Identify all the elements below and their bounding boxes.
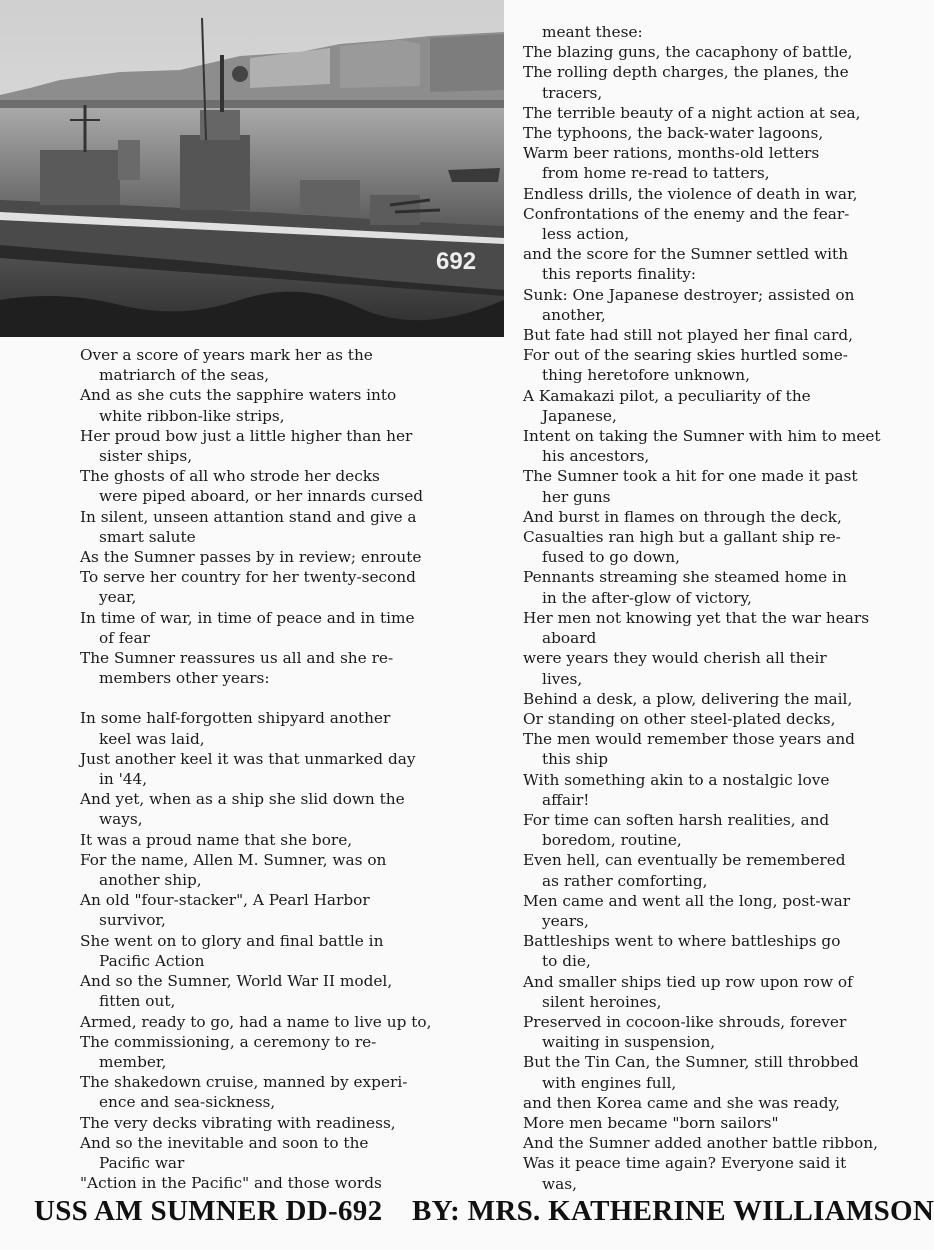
poem-line: The typhoons, the back-water lagoons,: [523, 124, 824, 143]
poem-line: and the score for the Sumner settled with: [523, 245, 849, 264]
poem-line: The men would remember those years and: [523, 730, 855, 749]
poem-line: But fate had still not played her final card,: [523, 326, 853, 345]
poem-line-continuation: silent heroines,: [542, 992, 662, 1011]
poem-line: And so the inevitable and soon to the: [80, 1133, 369, 1152]
poem-line-continuation: were piped aboard, or her innards cursed: [99, 487, 424, 506]
poem-line-continuation: was,: [542, 1174, 577, 1193]
poem-line: And so the Sumner, World War II model,: [80, 972, 393, 991]
poem-line: For out of the searing skies hurtled some-: [523, 346, 848, 365]
poem-line-continuation: in the after-glow of victory,: [542, 588, 752, 607]
poem-line-continuation: smart salute: [99, 527, 196, 546]
poem-line-continuation: this ship: [542, 750, 608, 769]
poem-line: The very decks vibrating with readiness,: [80, 1113, 396, 1132]
poem-line-continuation: aboard: [542, 629, 597, 648]
poem-line: In silent, unseen attantion stand and give a: [80, 507, 417, 526]
poem-line-continuation: ence and sea-sickness,: [99, 1093, 276, 1112]
poem-line: The commissioning, a ceremony to re-: [80, 1032, 377, 1051]
poem-line: And as she cuts the sapphire waters into: [80, 386, 397, 405]
poem-line: The ghosts of all who strode her decks: [80, 467, 380, 486]
poem-line-continuation: waiting in suspension,: [542, 1033, 716, 1052]
poem-line: And yet, when as a ship she slid down the: [80, 790, 405, 809]
poem-line-continuation: Japanese,: [542, 406, 617, 425]
poem-line: As the Sumner passes by in review; enroute: [80, 548, 422, 567]
poem-line-continuation: Pacific war: [99, 1153, 185, 1172]
poem-line-continuation: another,: [542, 305, 606, 324]
poem-line: Armed, ready to go, had a name to live up to,: [80, 1012, 432, 1031]
poem-line-continuation: Pacific Action: [99, 951, 205, 970]
poem-left-column: [80, 345, 465, 1193]
poem-line-continuation: with engines full,: [542, 1073, 677, 1092]
poem-line: Was it peace time again? Everyone said it: [523, 1154, 847, 1173]
poem-line: And the Sumner added another battle ribbon,: [523, 1134, 878, 1153]
poem-line: Just another keel it was that unmarked day: [80, 749, 416, 768]
poem-line-continuation: tracers,: [542, 83, 603, 102]
poem-line: Over a score of years mark her as the: [80, 346, 373, 364]
poem-line-continuation: another ship,: [99, 871, 202, 890]
poem-line: Men came and went all the long, post-war: [523, 891, 851, 910]
poem-line: The rolling depth charges, the planes, the: [523, 63, 849, 82]
poem-line: Her proud bow just a little higher than her: [80, 426, 413, 445]
poem-line-continuation: to die,: [542, 952, 591, 971]
poem-line-continuation: year,: [99, 588, 137, 607]
poem-line: Warm beer rations, months-old letters: [523, 144, 820, 163]
poem-line: Casualties ran high but a gallant ship re-: [523, 528, 841, 547]
poem-line: An old "four-stacker", A Pearl Harbor: [80, 891, 370, 910]
poem-line-continuation: affair!: [542, 790, 590, 809]
poem-line: For the name, Allen M. Sumner, was on: [80, 850, 387, 869]
poem-line-continuation: fused to go down,: [542, 548, 680, 567]
poem-line: More men became "born sailors": [523, 1113, 779, 1132]
poem-line: Her men not knowing yet that the war hears: [523, 608, 870, 627]
footer-title: USS AM SUMNER DD-692: [34, 1195, 383, 1227]
poem-line: The terrible beauty of a night action at sea,: [523, 103, 861, 122]
poem-line: Even hell, can eventually be remembered: [523, 851, 846, 870]
poem-line-continuation: of fear: [99, 628, 150, 647]
poem-line-continuation: members other years:: [99, 669, 270, 688]
poem-line-continuation: matriarch of the seas,: [99, 366, 270, 385]
poem-line: and then Korea came and she was ready,: [523, 1093, 840, 1112]
poem-line-continuation: her guns: [542, 487, 611, 506]
poem-line: were years they would cherish all their: [523, 649, 827, 668]
poem-line: She went on to glory and final battle in: [80, 931, 384, 950]
poem-line-continuation: boredom, routine,: [542, 831, 682, 850]
poem-line: In some half-forgotten shipyard another: [80, 709, 391, 728]
poem-line-continuation: keel was laid,: [99, 729, 205, 748]
poem-line: Confrontations of the enemy and the fear-: [523, 204, 850, 223]
poem-line-continuation: this reports finality:: [542, 265, 697, 284]
destroyer-ship-photo-icon: [0, 0, 504, 337]
poem-line-continuation: ways,: [99, 810, 143, 829]
poem-line: Sunk: One Japanese destroyer; assisted on: [523, 285, 855, 304]
poem-line-continuation: in '44,: [99, 770, 148, 789]
poem-line: But the Tin Can, the Sumner, still throbbed: [523, 1053, 859, 1072]
poem-line: A Kamakazi pilot, a peculiarity of the: [523, 386, 811, 405]
poem-line: Intent on taking the Sumner with him to meet: [523, 427, 881, 446]
poem-line: In time of war, in time of peace and in time: [80, 608, 415, 627]
poem-line: Battleships went to where battleships go: [523, 932, 841, 951]
poem-line: To serve her country for her twenty-second: [80, 568, 416, 587]
poem-right-column: [523, 22, 908, 1194]
hull-number: 692: [436, 248, 477, 275]
poem-line: And burst in flames on through the deck,: [523, 507, 842, 526]
poem-line-continuation: his ancestors,: [542, 447, 650, 466]
poem-line: "Action in the Pacific" and those words: [80, 1174, 382, 1193]
poem-line-continuation: less action,: [542, 225, 630, 244]
footer-byline: BY: MRS. KATHERINE WILLIAMSON: [411, 1195, 934, 1227]
poem-line-continuation: lives,: [542, 669, 583, 688]
poem-line: Pennants streaming she steamed home in: [523, 568, 847, 587]
poem-line-continuation: survivor,: [99, 911, 166, 930]
stanza-break: [80, 688, 465, 708]
poem-line: The blazing guns, the cacaphony of battle,: [523, 43, 853, 62]
poem-line-continuation: meant these:: [542, 23, 643, 41]
ship-photo: [0, 0, 504, 337]
poem-line: Preserved in cocoon-like shrouds, forever: [523, 1012, 847, 1031]
poem-line-continuation: as rather comforting,: [542, 871, 708, 890]
poem-line-continuation: sister ships,: [99, 447, 193, 466]
page-footer: [34, 1195, 934, 1228]
poem-line-continuation: fitten out,: [99, 992, 176, 1011]
poem-line-continuation: years,: [542, 911, 589, 930]
poem-line: The shakedown cruise, manned by experi-: [80, 1073, 408, 1092]
poem-line: The Sumner took a hit for one made it past: [523, 467, 858, 486]
poem-line: Endless drills, the violence of death in war,: [523, 184, 858, 203]
poem-line: Behind a desk, a plow, delivering the mail,: [523, 689, 853, 708]
poem-line-continuation: white ribbon-like strips,: [99, 406, 285, 425]
poem-line: And smaller ships tied up row upon row of: [523, 972, 853, 991]
poem-line: With something akin to a nostalgic love: [523, 770, 830, 789]
poem-line: The Sumner reassures us all and she re-: [80, 649, 394, 668]
poem-line: For time can soften harsh realities, and: [523, 810, 830, 829]
poem-line-continuation: from home re-read to tatters,: [542, 164, 770, 183]
poem-line: It was a proud name that she bore,: [80, 830, 353, 849]
poem-line-continuation: member,: [99, 1052, 167, 1071]
poem-line-continuation: thing heretofore unknown,: [542, 366, 750, 385]
poem-line: Or standing on other steel-plated decks,: [523, 709, 836, 728]
